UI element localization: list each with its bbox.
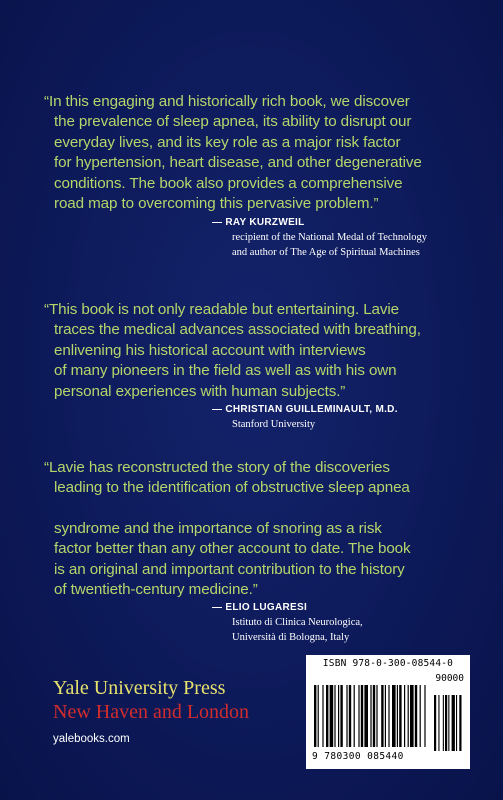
- attribution-affiliation: Istituto di Clinica Neurologica,: [232, 617, 363, 628]
- attribution-affiliation: Università di Bologna, Italy: [232, 632, 350, 643]
- isbn-label: ISBN 978-0-300-08544-0: [322, 658, 454, 669]
- quote-line: conditions. The book also provides a comprehensive: [54, 174, 403, 192]
- quote-line: leading to the identification of obstructive sleep apnea: [54, 479, 410, 497]
- quote-line: is an original and important contribution to the history: [54, 560, 405, 578]
- quote-line: factor better than any other account to date. The book: [54, 540, 411, 558]
- quote-line: syndrome and the importance of snoring as a risk: [54, 519, 382, 537]
- quote-lugaresi: [44, 458, 484, 600]
- quote-kurzweil: [44, 92, 484, 214]
- quote-line: traces the medical advances associated with breathing,: [54, 321, 421, 339]
- price-code: 90000: [435, 673, 464, 684]
- quote-line: “Lavie has reconstructed the story of the discoveries: [44, 459, 390, 476]
- publisher-location: New Haven and London: [53, 701, 250, 723]
- barcode-digits: 9 780300 085440: [312, 751, 404, 762]
- quote-line: of many pioneers in the field as well as with his own: [54, 362, 397, 380]
- attribution-name: — RAY KURZWEIL: [212, 217, 305, 228]
- barcode-box: [306, 655, 470, 769]
- barcode-icon: [314, 685, 464, 751]
- quote-line-gap: [44, 499, 484, 519]
- attribution-guilleminault: [212, 402, 398, 432]
- publisher-block: [53, 676, 249, 724]
- attribution-kurzweil: [212, 215, 428, 260]
- quote-line: for hypertension, heart disease, and other degenerative: [54, 154, 422, 172]
- attribution-affiliation: and author of The Age of Spiritual Machines: [232, 247, 420, 258]
- quote-line: personal experiences with human subjects.”: [54, 382, 346, 400]
- quote-line: road map to overcoming this pervasive problem.”: [54, 195, 379, 213]
- quote-line: the prevalence of sleep apnea, its ability to disrupt our: [54, 113, 412, 131]
- attribution-affiliation: recipient of the National Medal of Technology: [232, 232, 428, 243]
- quote-guilleminault: [44, 300, 484, 402]
- attribution-name: — CHRISTIAN GUILLEMINAULT, M.D.: [212, 404, 398, 415]
- attribution-lugaresi: [212, 600, 363, 645]
- quote-line: of twentieth-century medicine.”: [54, 581, 258, 599]
- quote-line: enlivening his historical account with interviews: [54, 341, 366, 359]
- quote-line: “In this engaging and historically rich book, we discover: [44, 93, 410, 110]
- quote-line: “This book is not only readable but entertaining. Lavie: [44, 301, 400, 318]
- attribution-name: — ELIO LUGARESI: [212, 602, 308, 613]
- publisher-website[interactable]: yalebooks.com: [53, 733, 130, 745]
- attribution-affiliation: Stanford University: [232, 419, 316, 430]
- quote-line: everyday lives, and its key role as a major risk factor: [54, 133, 401, 151]
- publisher-name: Yale University Press: [53, 677, 226, 699]
